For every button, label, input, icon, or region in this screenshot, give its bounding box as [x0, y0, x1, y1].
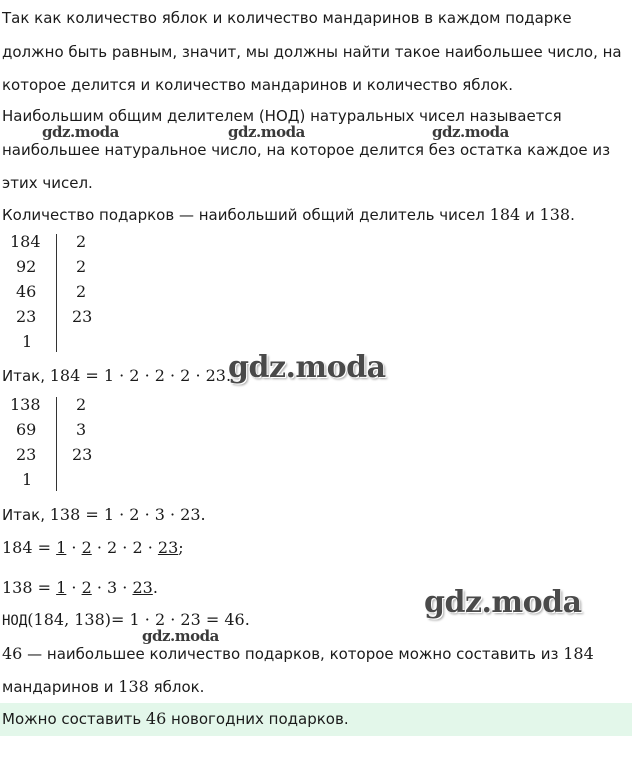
factor-138-left-2: 23: [16, 445, 37, 464]
eq138-mid: · 3 ·: [91, 578, 133, 597]
conclusion-number-184: 184: [563, 644, 594, 663]
paragraph-2-line-2: наибольшее натуральное число, на которое делится без остатка каждое из: [2, 141, 611, 159]
conclusion-text-1: — наибольшее количество подарков, которое можно составить из: [22, 645, 564, 663]
watermark-2: gdz.moda: [228, 123, 305, 141]
factor-138-right-1: 3: [76, 420, 87, 439]
factor-184-left-1: 92: [16, 257, 37, 276]
paragraph-3-text: Количество подарков — наибольший общий делитель чисел: [2, 206, 490, 224]
paragraph-3-and: и: [520, 206, 540, 224]
eq138-common-23: 23: [132, 578, 153, 597]
answer-post: новогодних подарков.: [166, 710, 349, 728]
paragraph-1-line-3: которое делится и количество мандаринов и количество яблок.: [2, 76, 514, 94]
factor-184-left-0: 184: [10, 232, 41, 251]
eq184-common-1: 1: [56, 538, 67, 557]
factor-138-left-0: 138: [10, 395, 41, 414]
factorization-divider: [56, 397, 57, 491]
watermark-4: gdz.moda: [228, 350, 386, 385]
gcd-expression: (184, 138)= 1 · 2 · 23 = 46.: [27, 610, 250, 629]
gcd-label: НОД: [2, 613, 28, 629]
eq184-end: ;: [178, 538, 184, 557]
equation-138-underlined: [2, 578, 158, 598]
equation-138-product: 138 = 1 · 2 · 3 · 23.: [49, 505, 206, 524]
factorization-138: [8, 395, 128, 495]
paragraph-2-line-3: этих чисел.: [2, 174, 93, 192]
factor-138-left-1: 69: [16, 420, 37, 439]
conclusion-text-2: мандаринов и: [2, 678, 119, 696]
conclusion-line-2: [2, 677, 204, 697]
watermark-5: gdz.moda: [424, 585, 582, 620]
factor-184-right-2: 2: [76, 282, 87, 301]
result-184: [2, 366, 231, 386]
factor-184-right-0: 2: [76, 232, 87, 251]
factor-138-right-2: 23: [72, 445, 93, 464]
factor-184-left-4: 1: [22, 332, 33, 351]
conclusion-line-1: [2, 644, 594, 664]
paragraph-2-line-1: Наибольшим общим делителем (НОД) натуральных чисел называется: [2, 107, 562, 125]
eq184-pre: 184 =: [2, 538, 57, 557]
watermark-6: gdz.moda: [142, 627, 219, 645]
eq138-common-1: 1: [56, 578, 67, 597]
result-138: [2, 505, 206, 525]
eq138-dot: ·: [66, 578, 82, 597]
paragraph-1-line-1: Так как количество яблок и количество мандаринов в каждом подарке: [2, 9, 572, 27]
paragraph-3-end: .: [570, 206, 575, 224]
conclusion-number-138: 138: [118, 677, 149, 696]
factor-184-right-3: 23: [72, 307, 93, 326]
conclusion-end: яблок.: [148, 678, 205, 696]
eq138-pre: 138 =: [2, 578, 57, 597]
paragraph-1-line-2: должно быть равным, значит, мы должны найти такое наибольшее число, на: [2, 43, 622, 61]
number-138: 138: [539, 205, 571, 224]
eq184-mid: · 2 · 2 ·: [91, 538, 158, 557]
answer-pre: Можно составить: [2, 710, 146, 728]
eq184-dot: ·: [66, 538, 82, 557]
eq138-end: .: [152, 578, 158, 597]
number-184: 184: [489, 205, 521, 224]
conclusion-number-46: 46: [2, 644, 23, 663]
factor-184-left-2: 46: [16, 282, 37, 301]
itak-label-184: Итак,: [2, 367, 50, 385]
eq184-common-23: 23: [157, 538, 179, 557]
factorization-divider: [56, 234, 57, 352]
watermark-1: gdz.moda: [42, 123, 119, 141]
equation-184-product: 184 = 1 · 2 · 2 · 2 · 23.: [49, 366, 232, 385]
itak-label-138: Итак,: [2, 506, 50, 524]
factorization-184: [8, 232, 128, 357]
eq138-common-2: 2: [81, 578, 92, 597]
factor-138-left-3: 1: [22, 470, 33, 489]
factor-184-left-3: 23: [16, 307, 37, 326]
answer-box: [0, 703, 632, 736]
factor-184-right-1: 2: [76, 257, 87, 276]
factor-138-right-0: 2: [76, 395, 87, 414]
equation-184-underlined: [2, 538, 184, 558]
eq184-common-2: 2: [81, 538, 92, 557]
answer-number: 46: [145, 709, 167, 728]
watermark-3: gdz.moda: [432, 123, 509, 141]
paragraph-3: [2, 205, 575, 225]
